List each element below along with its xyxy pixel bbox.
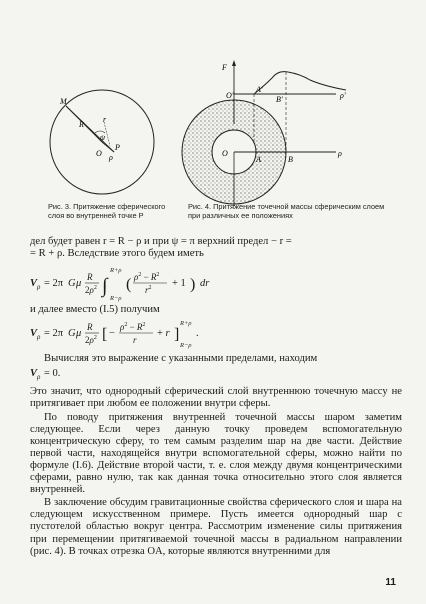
page-number: 11 — [385, 577, 396, 588]
svg-text:ρ: ρ — [37, 283, 41, 292]
svg-text:2ρ2: $2\rho^2$ — [85, 335, 97, 346]
equation-2 — [30, 316, 402, 350]
body-text — [30, 236, 402, 558]
svg-text:R−ρ: R−ρ — [110, 295, 122, 303]
equation-2-render — [30, 316, 402, 350]
svg-text:V: V — [30, 368, 38, 380]
label-M: M — [60, 97, 67, 106]
equation-3 — [30, 365, 402, 381]
svg-text:ρ: ρ — [37, 333, 41, 342]
svg-text:[: [ — [102, 326, 108, 344]
svg-text:−: − — [109, 328, 115, 340]
svg-text:r2: $r^2$ — [145, 285, 152, 296]
svg-text:R−ρ: R−ρ — [180, 342, 192, 350]
figure-4 — [176, 56, 408, 208]
svg-text:2ρ2: $2\rho^2$ — [85, 285, 97, 296]
label-O-prime: O' — [226, 91, 234, 100]
figure-3 — [44, 82, 164, 200]
svg-text:r: r — [133, 335, 137, 346]
svg-text:V: V — [30, 278, 38, 290]
svg-text:dr: dr — [200, 278, 210, 290]
label-O: O — [96, 149, 102, 158]
svg-text:= 2π: = 2π — [44, 328, 64, 340]
svg-text:μ: μ — [76, 328, 82, 340]
svg-text:R: R — [87, 272, 93, 283]
label-F: F — [222, 63, 227, 72]
figure-4-drawing — [176, 56, 408, 208]
text-line-1: дел будет равен r = R − ρ и при ψ = π верхний предел − r = — [30, 236, 292, 247]
equation-1 — [30, 262, 402, 302]
svg-text:ρ2 − R2: $\rho^2 - R^2$ — [120, 322, 146, 333]
svg-text:): ) — [190, 276, 196, 294]
label-O: O — [222, 149, 228, 158]
svg-text:]: ] — [174, 326, 180, 344]
label-A-prime: A' — [256, 85, 263, 94]
figure-3-caption: Рис. 3. Притяжение сферического слоя во внутренней точке P — [48, 202, 166, 220]
svg-text:R: R — [87, 322, 93, 333]
svg-text:μ: μ — [76, 278, 82, 290]
label-psi: ψ — [100, 133, 105, 142]
label-R: R — [79, 120, 84, 129]
svg-text:= 0.: = 0. — [44, 368, 61, 380]
label-A: A — [256, 155, 261, 164]
svg-text:G: G — [68, 328, 76, 340]
text-line-2: = R + ρ. Вследствие этого будем иметь — [30, 248, 204, 260]
svg-text:.: . — [196, 328, 199, 340]
svg-text:+ r: + r — [157, 328, 170, 340]
paragraph-3: В заключение обсудим гравитационные свойства сферического слоя и шара на следующем искусственном примере. Пусть имеется однородный шар с пустотелой областью вокруг центра. Рассмотрим изменение силы притяжения при перемещении притягиваемой точечной массы в радиальном направлении (рис. 4). В точках отрезка OA, которые являются внутренними для — [30, 497, 402, 557]
svg-text:V: V — [30, 328, 38, 340]
svg-text:= 2π: = 2π — [44, 278, 64, 290]
label-B-prime: B' — [276, 95, 283, 104]
text-compute: Вычисляя это выражение с указанными пределами, находим — [44, 353, 318, 365]
text-and-then: и далее вместо (I.5) получим — [30, 304, 160, 316]
label-r: r — [103, 115, 107, 124]
svg-text:(: ( — [126, 276, 132, 294]
paragraph-2: По поводу притяжения внутренней точечной массы шаром заметим следующее. Если через данную точку проведем вспомогательную концентрическую сферу, то тем самым разделим шар на две части. Действие первой части, находящейся внутри вспомогательной сферы, можно найти по формуле (I.6). Действие второй части, т. е. слоя между двумя концентрическими сферами, равно нулю, так как данная точка относительно этого слоя является внутренней. — [30, 411, 402, 496]
equation-1-render — [30, 262, 402, 302]
svg-text:∫: ∫ — [102, 275, 108, 298]
label-rho-prime: ρ' — [340, 91, 346, 100]
figure-4-caption: Рис. 4. Притяжение точечной массы сферическим слоем при различных ее положениях — [188, 202, 385, 220]
label-B: B — [288, 155, 293, 164]
svg-text:ρ2 − R2: $\rho^2 - R^2$ — [134, 272, 160, 283]
figure-3-drawing — [44, 82, 164, 200]
label-rho: ρ — [109, 153, 113, 162]
equation-3-render — [30, 365, 402, 381]
svg-text:R+ρ: R+ρ — [110, 267, 122, 275]
label-rho: ρ — [338, 149, 342, 158]
svg-text:ρ: ρ — [37, 373, 41, 382]
svg-text:+ 1: + 1 — [172, 278, 186, 290]
svg-text:G: G — [68, 278, 76, 290]
label-P: P — [115, 143, 120, 152]
svg-text:R+ρ: R+ρ — [180, 320, 192, 328]
paragraph-1: Это значит, что однородный сферический слой внутреннюю точечную массу не притягивает при любом ее положении внутри сферы. — [30, 386, 402, 410]
